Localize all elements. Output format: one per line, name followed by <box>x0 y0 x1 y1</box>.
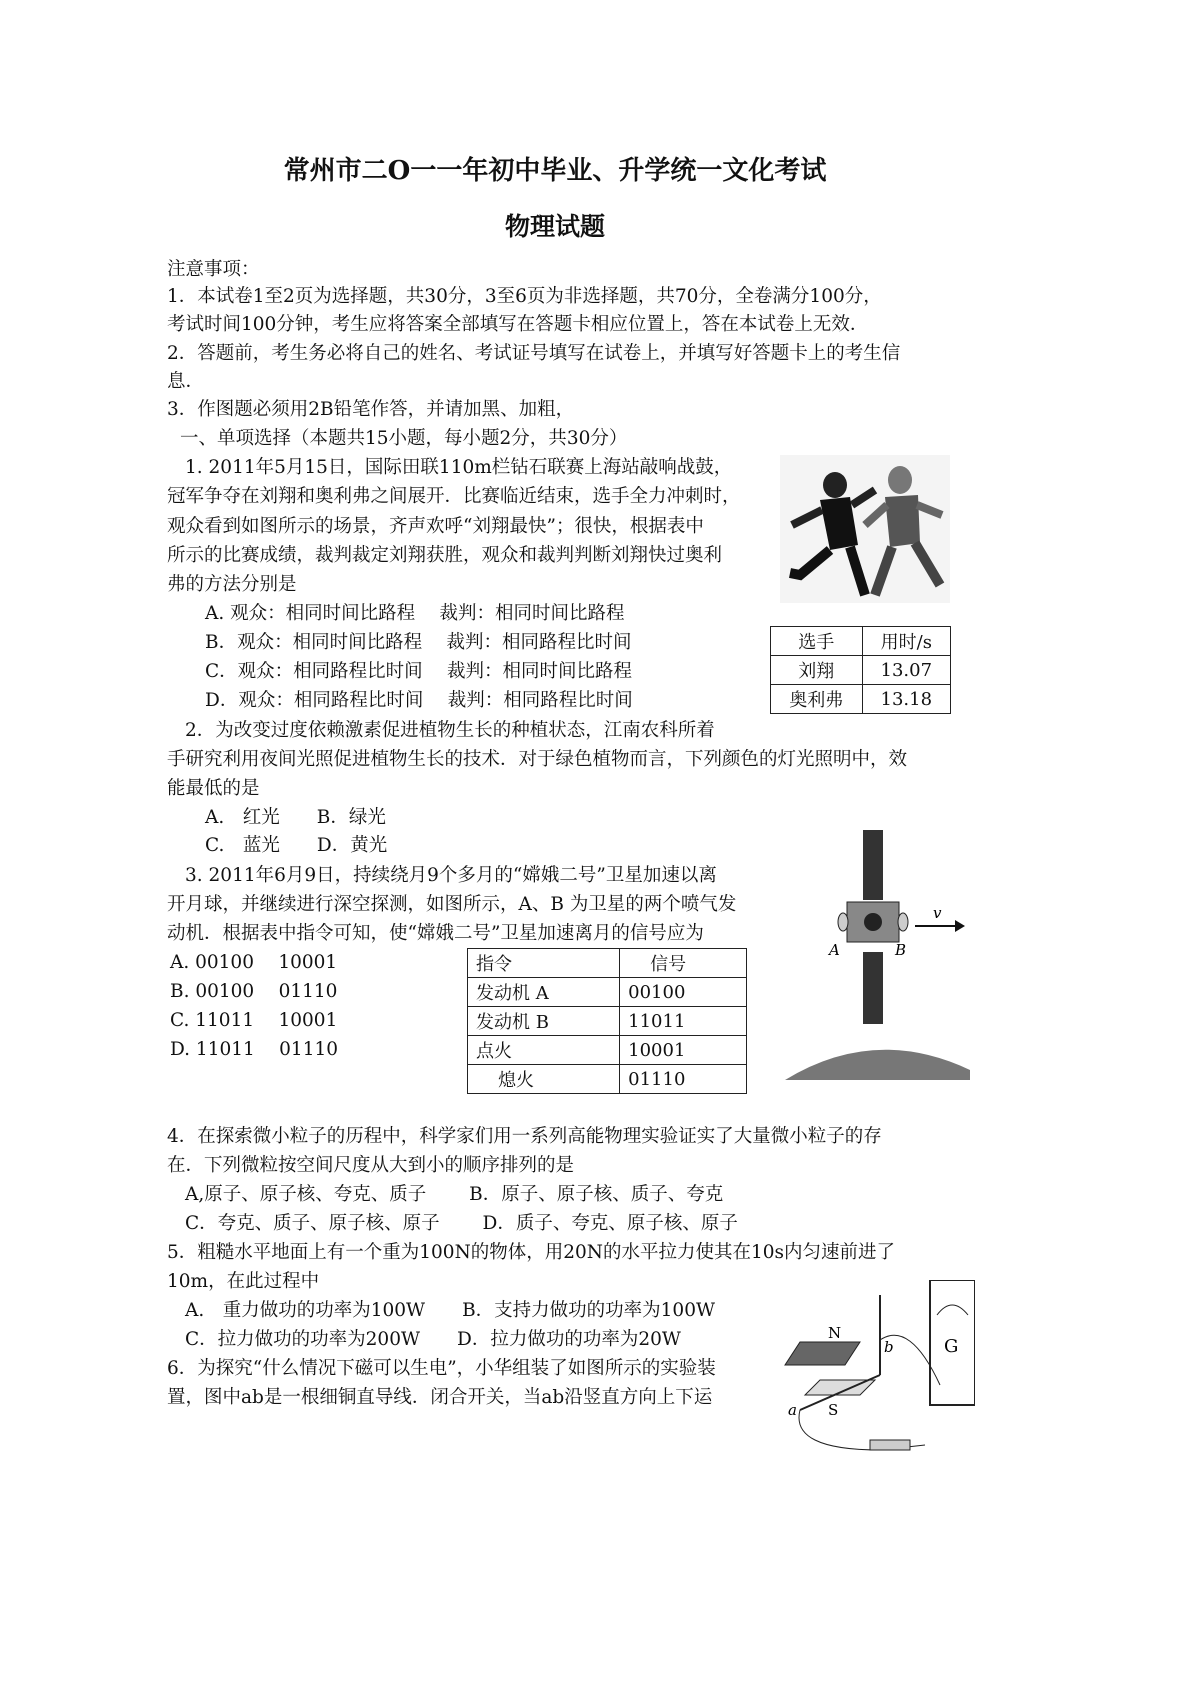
note-line: 1．本试卷1至2页为选择题，共30分，3至6页为非选择题，共70分，全卷满分100分， <box>167 286 882 307</box>
q4-text: 在．下列微粒按空间尺度从大到小的顺序排列的是 <box>167 1155 575 1176</box>
table-cell: 发动机 A <box>468 978 620 1007</box>
q1-text: 所示的比赛成绩，裁判裁定刘翔获胜，观众和裁判判断刘翔快过奥利 <box>167 545 723 566</box>
label-b: b <box>884 1338 894 1356</box>
label-v: v <box>933 904 942 922</box>
q1-option-b: B．观众：相同时间比路程 裁判：相同路程比时间 <box>205 632 632 653</box>
q3-option-a: A. 00100 10001 <box>170 952 338 973</box>
table-header: 用时/s <box>862 627 950 656</box>
table-cell: 熄火 <box>468 1065 620 1094</box>
q3-option-c: C. 11011 10001 <box>170 1010 338 1031</box>
q1-text: 冠军争夺在刘翔和奥利弗之间展开．比赛临近结束，选手全力冲刺时， <box>167 486 741 507</box>
q5-text: 10m，在此过程中 <box>167 1271 320 1292</box>
notes-heading: 注意事项： <box>167 259 260 280</box>
label-g: G <box>944 1336 959 1357</box>
q3-text: 开月球，并继续进行深空探测，如图所示，A、B 为卫星的两个喷气发 <box>167 894 737 915</box>
q4-text: 4．在探索微小粒子的历程中，科学家们用一系列高能物理实验证实了大量微小粒子的存 <box>167 1126 882 1147</box>
q1-option-c: C．观众：相同路程比时间 裁判：相同时间比路程 <box>205 661 633 682</box>
q1-option-d: D．观众：相同路程比时间 裁判：相同路程比时间 <box>205 690 633 711</box>
q2-text: 手研究利用夜间光照促进植物生长的技术．对于绿色植物而言，下列颜色的灯光照明中，效 <box>167 749 908 770</box>
q4-options: C．夸克、质子、原子核、原子 D．质子、夸克、原子核、原子 <box>185 1213 738 1234</box>
table-header: 信号 <box>620 949 747 978</box>
q1-text: 1. 2011年5月15日，国际田联110m栏钻石联赛上海站敲响战鼓， <box>185 457 733 478</box>
q5-options: C．拉力做功的功率为200W D．拉力做功的功率为20W <box>185 1329 681 1350</box>
section-heading: 一、单项选择（本题共15小题，每小题2分，共30分） <box>180 428 628 449</box>
q1-text: 弗的方法分别是 <box>167 574 297 595</box>
q1-results-table <box>770 626 951 714</box>
label-a: a <box>788 1401 797 1419</box>
label-n: N <box>828 1324 842 1342</box>
q5-options: A. 重力做功的功率为100W B．支持力做功的功率为100W <box>185 1300 715 1321</box>
q6-text: 6．为探究“什么情况下磁可以生电”，小华组装了如图所示的实验装 <box>167 1358 716 1379</box>
table-cell: 10001 <box>620 1036 747 1065</box>
satellite-figure <box>785 830 970 1080</box>
q3-option-d: D. 11011 01110 <box>170 1039 339 1060</box>
runners-photo <box>780 455 950 603</box>
table-header: 指令 <box>468 949 620 978</box>
table-cell: 点火 <box>468 1036 620 1065</box>
q3-text: 动机．根据表中指令可知，使“嫦娥二号”卫星加速离月的信号应为 <box>167 923 704 944</box>
table-cell: 13.07 <box>862 656 950 685</box>
q6-text: 置，图中ab是一根细铜直导线．闭合开关，当ab沿竖直方向上下运 <box>167 1387 713 1408</box>
note-line: 2．答题前，考生务必将自己的姓名、考试证号填写在试卷上，并填写好答题卡上的考生信 <box>167 343 901 364</box>
table-cell: 发动机 B <box>468 1007 620 1036</box>
q1-option-a: A. 观众：相同时间比路程 裁判：相同时间比路程 <box>205 603 625 624</box>
label-b: B <box>895 941 907 959</box>
label-s: S <box>828 1401 839 1419</box>
table-cell: 01110 <box>620 1065 747 1094</box>
table-cell: 00100 <box>620 978 747 1007</box>
note-line: 考试时间100分钟，考生应将答案全部填写在答题卡相应位置上，答在本试卷上无效． <box>167 314 869 335</box>
note-line: 息． <box>167 371 205 392</box>
table-cell: 13.18 <box>862 685 950 714</box>
q2-options: C. 蓝光 D．黄光 <box>205 835 388 856</box>
exam-subtitle: 物理试题 <box>504 212 605 241</box>
exam-title: 常州市二O一一年初中毕业、升学统一文化考试 <box>283 156 827 186</box>
q3-text: 3. 2011年6月9日，持续绕月9个多月的“嫦娥二号”卫星加速以离 <box>185 865 717 886</box>
table-header: 选手 <box>771 627 863 656</box>
q4-options: A,原子、原子核、夸克、质子 B．原子、原子核、质子、夸克 <box>185 1184 724 1205</box>
q3-option-b: B. 00100 01110 <box>170 981 338 1002</box>
q1-text: 观众看到如图所示的场景，齐声欢呼“刘翔最快”；很快，根据表中 <box>167 516 704 537</box>
induction-apparatus-figure <box>780 1280 975 1460</box>
q2-options: A. 红光 B．绿光 <box>205 807 386 828</box>
table-cell: 11011 <box>620 1007 747 1036</box>
table-cell: 奥利弗 <box>771 685 863 714</box>
q3-command-table <box>467 948 747 1094</box>
q2-text: 2．为改变过度依赖激素促进植物生长的种植状态，江南农科所着 <box>185 720 715 741</box>
table-cell: 刘翔 <box>771 656 863 685</box>
q5-text: 5．粗糙水平地面上有一个重为100N的物体，用20N的水平拉力使其在10s内匀速前进了 <box>167 1242 896 1263</box>
label-a: A <box>829 941 840 959</box>
note-line: 3．作图题必须用2B铅笔作答，并请加黑、加粗， <box>167 399 575 420</box>
q2-text: 能最低的是 <box>167 778 260 799</box>
